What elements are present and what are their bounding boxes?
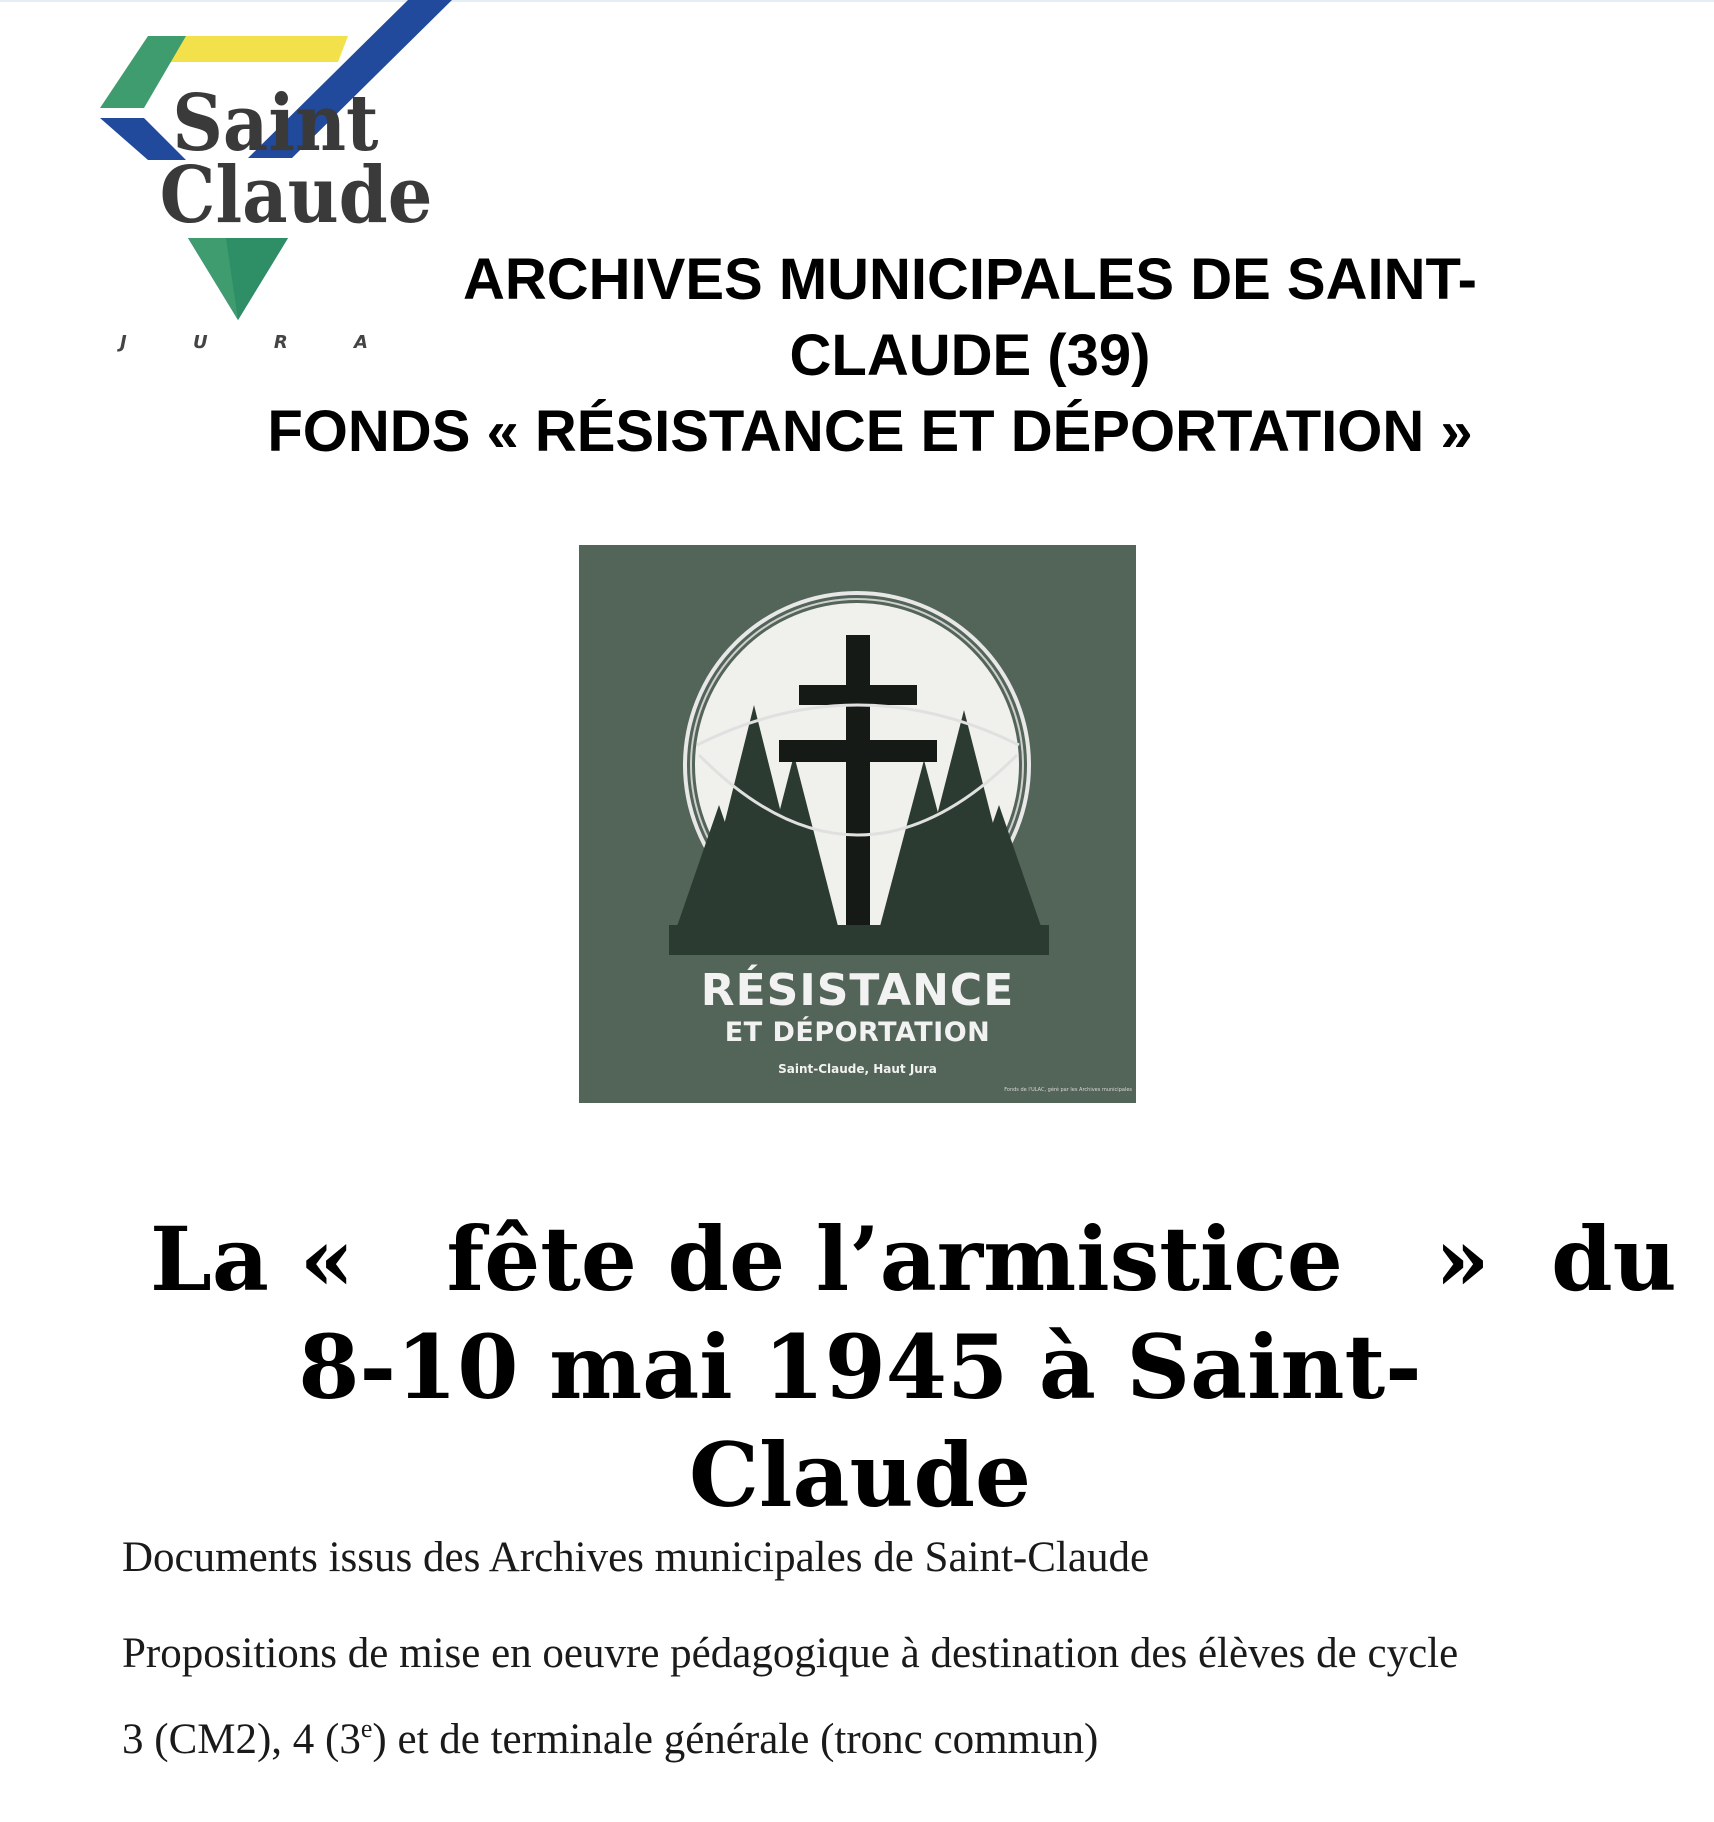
emblem-place: Saint-Claude, Haut Jura (778, 1062, 937, 1076)
documents-source: Documents issus des Archives municipales de Saint-Claude (122, 1534, 1150, 1581)
pedagogical-proposals (122, 1611, 1622, 1783)
main-title-line-2: 8-10 mai 1945 à Saint-Claude (298, 1315, 1422, 1527)
superscript-e: e (360, 1714, 373, 1743)
logo-claude: Claude (159, 149, 433, 241)
emblem-title: RÉSISTANCE (700, 965, 1015, 1016)
resistance-emblem (579, 545, 1136, 1103)
archives-header (230, 242, 1510, 470)
header-line-1: ARCHIVES MUNICIPALES DE SAINT- (462, 247, 1477, 312)
main-title (150, 1205, 1677, 1529)
emblem-illustration (579, 545, 1136, 965)
proposals-line-2a: 3 (CM2), 4 (3 (122, 1716, 361, 1763)
emblem-subtitle: ET DÉPORTATION (724, 1017, 991, 1048)
header-line-2: CLAUDE (39) (789, 323, 1151, 388)
header-line-3: FONDS « RÉSISTANCE ET DÉPORTATION » (267, 399, 1473, 464)
proposals-line-1: Propositions de mise en oeuvre pédagogique à destination des élèves de cycle (122, 1630, 1459, 1677)
emblem-credit: Fonds de l'ULAC, géré par les Archives municipales (1004, 1087, 1132, 1093)
main-title-line-1: La « fête de l’armistice » du (150, 1207, 1677, 1311)
proposals-line-2b: ) et de terminale générale (tronc commun) (372, 1716, 1099, 1763)
logo-saint: Saint (172, 77, 379, 169)
logo-jura: J U R A (120, 332, 398, 353)
